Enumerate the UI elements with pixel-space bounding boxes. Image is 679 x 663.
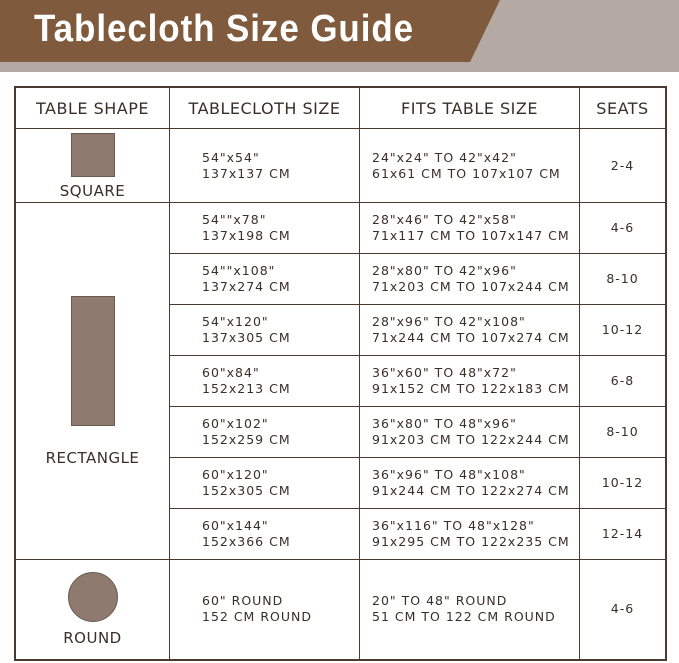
table-row [15,560,666,660]
fits-size-cell [360,305,580,356]
fits-inches: 28"x80" TO 42"x96" [372,263,517,278]
fits-cm: 91x203 CM TO 122x244 CM [372,432,570,447]
size-cm: 152x213 CM [202,381,291,396]
fits-size-cell [360,458,580,509]
seats-cell: 6-8 [580,356,667,407]
fits-cm: 51 CM TO 122 CM ROUND [372,609,556,625]
fits-size-cell [360,129,580,203]
size-inches: 60"x144" [202,518,269,533]
seats-cell: 4-6 [580,203,667,254]
seats-cell: 10-12 [580,458,667,509]
header-seats: SEATS [580,87,667,129]
tablecloth-size-cell [170,560,360,660]
fits-inches: 28"x46" TO 42"x58" [372,212,517,227]
page-title: Tablecloth Size Guide [34,8,414,50]
fits-size-cell [360,254,580,305]
size-cm: 137x137 CM [202,165,291,181]
seats-cell: 12-14 [580,509,667,560]
fits-inches: 20" TO 48" ROUND [372,593,508,609]
fits-size-cell [360,509,580,560]
tablecloth-size-cell [170,458,360,509]
shape-cell [15,203,170,560]
size-cm: 152x366 CM [202,534,291,549]
fits-cm: 91x244 CM TO 122x274 CM [372,483,570,498]
header-table-shape: TABLE SHAPE [15,87,170,129]
table-row [15,203,666,254]
seats-cell: 8-10 [580,407,667,458]
fits-size-cell [360,356,580,407]
fits-cm: 91x295 CM TO 122x235 CM [372,534,570,549]
size-cm: 137x305 CM [202,330,291,345]
shape-label: RECTANGLE [45,449,140,467]
fits-size-cell [360,203,580,254]
tablecloth-size-cell [170,254,360,305]
fits-inches: 36"x96" TO 48"x108" [372,467,526,482]
tablecloth-size-cell [170,509,360,560]
shape-cell [15,560,170,660]
size-inches: 54""x78" [202,212,267,227]
seats-cell: 4-6 [580,560,667,660]
fits-size-cell [360,407,580,458]
fits-inches: 28"x96" TO 42"x108" [372,314,526,329]
size-inches: 60"x120" [202,467,269,482]
header-fits-table-size: FITS TABLE SIZE [360,87,580,129]
tablecloth-size-cell [170,305,360,356]
size-cm: 137x198 CM [202,228,291,243]
tablecloth-size-cell [170,356,360,407]
tablecloth-size-cell [170,129,360,203]
fits-cm: 61x61 CM TO 107x107 CM [372,165,561,181]
shape-cell [15,129,170,203]
fits-cm: 71x117 CM TO 107x147 CM [372,228,570,243]
fits-cm: 71x203 CM TO 107x244 CM [372,279,570,294]
size-cm: 152x305 CM [202,483,291,498]
size-inches: 60"x84" [202,365,260,380]
fits-inches: 36"x80" TO 48"x96" [372,416,517,431]
size-cm: 137x274 CM [202,279,291,294]
seats-cell: 8-10 [580,254,667,305]
tablecloth-size-cell [170,407,360,458]
size-inches: 54""x108" [202,263,276,278]
square-shape-icon [71,133,115,177]
size-inches: 60" ROUND [202,593,284,609]
circle-shape-icon [68,572,118,622]
fits-cm: 71x244 CM TO 107x274 CM [372,330,570,345]
tablecloth-size-cell [170,203,360,254]
size-guide-table [14,86,667,661]
size-cm: 152x259 CM [202,432,291,447]
seats-cell: 2-4 [580,129,667,203]
seats-cell: 10-12 [580,305,667,356]
size-inches: 54"x54" [202,149,260,165]
header-tablecloth-size: TABLECLOTH SIZE [170,87,360,129]
size-inches: 54"x120" [202,314,269,329]
size-cm: 152 CM ROUND [202,609,312,625]
rectangle-shape-icon [71,296,115,426]
fits-inches: 36"x60" TO 48"x72" [372,365,517,380]
table-row [15,129,666,203]
fits-inches: 24"x24" TO 42"x42" [372,149,517,165]
shape-label: ROUND [63,629,122,648]
shape-label: SQUARE [59,181,126,200]
fits-inches: 36"x116" TO 48"x128" [372,518,535,533]
fits-size-cell [360,560,580,660]
size-inches: 60"x102" [202,416,269,431]
fits-cm: 91x152 CM TO 122x183 CM [372,381,570,396]
